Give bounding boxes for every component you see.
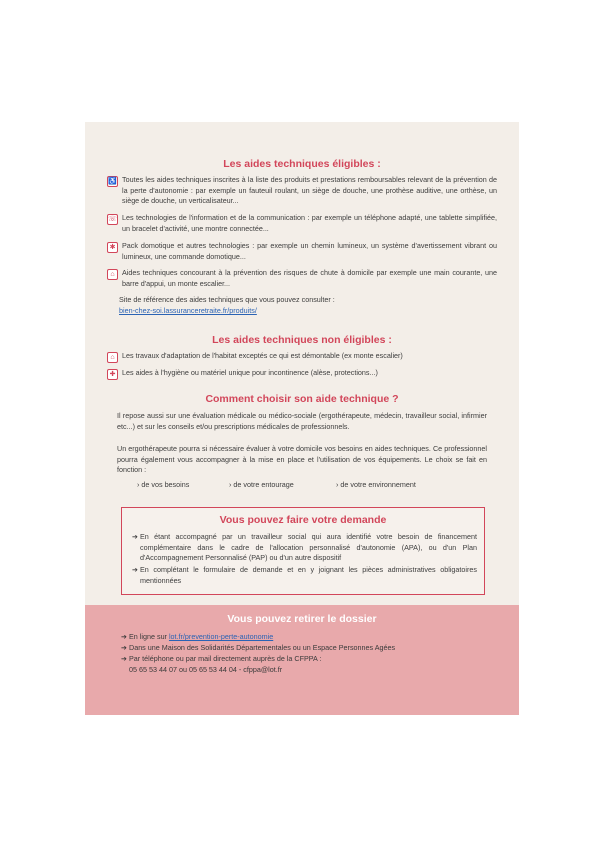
eligible-item xyxy=(107,175,497,207)
eligible-item xyxy=(107,268,497,289)
arrow-icon: ➔ xyxy=(132,565,139,574)
not-eligible-item-text: Les travaux d'adaptation de l'habitat exceptés ce qui est démontable (ex monte escalier) xyxy=(122,351,403,360)
phone-icon: ☏ xyxy=(108,216,117,223)
not-eligible-item xyxy=(107,351,497,362)
eligible-title: Les aides techniques éligibles : xyxy=(223,158,381,170)
stairs-icon: ⌂ xyxy=(107,269,118,280)
choose-title: Comment choisir son aide technique ? xyxy=(205,393,399,405)
eligible-item xyxy=(107,213,497,234)
house-icon: ⌂ xyxy=(107,352,118,363)
reference-link[interactable]: bien-chez-soi.lassuranceretraite.fr/produits/ xyxy=(119,306,257,315)
choice-item: › de votre entourage xyxy=(229,480,294,489)
arrow-icon: ➔ xyxy=(132,532,139,541)
request-item xyxy=(132,565,477,586)
not-eligible-item xyxy=(107,368,497,379)
retrieve-phone: ➔ Par téléphone ou par mail directement auprès de la CFPPA : xyxy=(121,654,322,663)
retrieve-maison: ➔ Dans une Maison des Solidarités Départementales ou un Espace Personnes Agées xyxy=(121,643,396,652)
choose-paragraph-1: Il repose aussi sur une évaluation médicale ou médico-sociale (ergothérapeute, médecin, travailleur social, infirmier etc...) et sur les conseils et/ou prescriptions médicales de professionnels. xyxy=(117,411,487,431)
retrieve-title: Vous pouvez retirer le dossier xyxy=(227,613,377,625)
not-eligible-title: Les aides techniques non éligibles : xyxy=(212,334,392,346)
eligible-item-text: Toutes les aides techniques inscrites à la liste des produits et prestations remboursables relevant de la prévention de la perte d'autonomie : par exemple un fauteuil roulant, un siège de douche, une prothèse auditive, une orthèse, un siège de douche, un verticalisateur... xyxy=(122,175,497,206)
choose-paragraph-2: Un ergothérapeute pourra si nécessaire évaluer à votre domicile vos besoins en aides techniques. Ce professionnel pourra également vous accompagner à la mise en place et l'utilisation de vos équipements. Le choix se fait en fonction : xyxy=(117,444,487,475)
lightbulb-icon: ✱ xyxy=(107,242,118,253)
not-eligible-item-text: Les aides à l'hygiène ou matériel unique pour incontinence (alèse, protections...) xyxy=(122,368,378,377)
hygiene-icon: ✚ xyxy=(107,369,118,380)
choice-item: › de votre environnement xyxy=(336,480,416,489)
eligible-item-text: Les technologies de l'information et de la communication : par exemple un téléphone adapté, une tablette simplifiée, un bracelet d'activité, une montre connectée... xyxy=(122,213,497,233)
request-title: Vous pouvez faire votre demande xyxy=(219,514,387,526)
eligible-item-text: Aides techniques concourant à la prévention des risques de chute à domicile par exemple une main courante, une barre d'appui, un monte escalier... xyxy=(122,268,497,288)
wheelchair-icon: ♿ xyxy=(108,178,117,185)
request-item-text: En complétant le formulaire de demande et en y joignant les pièces administratives obligatoires mentionnées xyxy=(140,565,477,585)
request-item xyxy=(132,532,477,564)
request-box xyxy=(121,507,485,595)
request-item-text: En étant accompagné par un travailleur social qui aura identifié votre besoin de financement complémentaire dans le cadre de l'allocation personnalisé d'autonomie (APA), ou d'un Plan d'Accompagnement Personnalisé (PAP) ou d'un autre dispositif xyxy=(140,532,477,563)
eligible-item xyxy=(107,241,497,262)
arrow-icon: ➔ xyxy=(121,643,128,652)
flyer-page xyxy=(85,122,519,715)
arrow-icon: ➔ xyxy=(121,632,128,641)
reference-text: Site de référence des aides techniques que vous pouvez consulter : xyxy=(119,295,335,304)
retrieve-phone-numbers: 05 65 53 44 07 ou 05 65 53 44 04 - cfppa@lot.fr xyxy=(129,665,283,674)
arrow-icon: ➔ xyxy=(121,654,128,663)
retrieve-online: ➔ En ligne sur lot.fr/prevention-perte-autonomie xyxy=(121,632,274,641)
eligible-item-text: Pack domotique et autres technologies : par exemple un chemin lumineux, un système d'avertissement vibrant ou lumineux, une commande domotique... xyxy=(122,241,497,261)
retrieve-online-link[interactable]: lot.fr/prevention-perte-autonomie xyxy=(168,632,274,641)
choice-item: › de vos besoins xyxy=(137,480,190,489)
retrieve-band xyxy=(85,605,519,715)
